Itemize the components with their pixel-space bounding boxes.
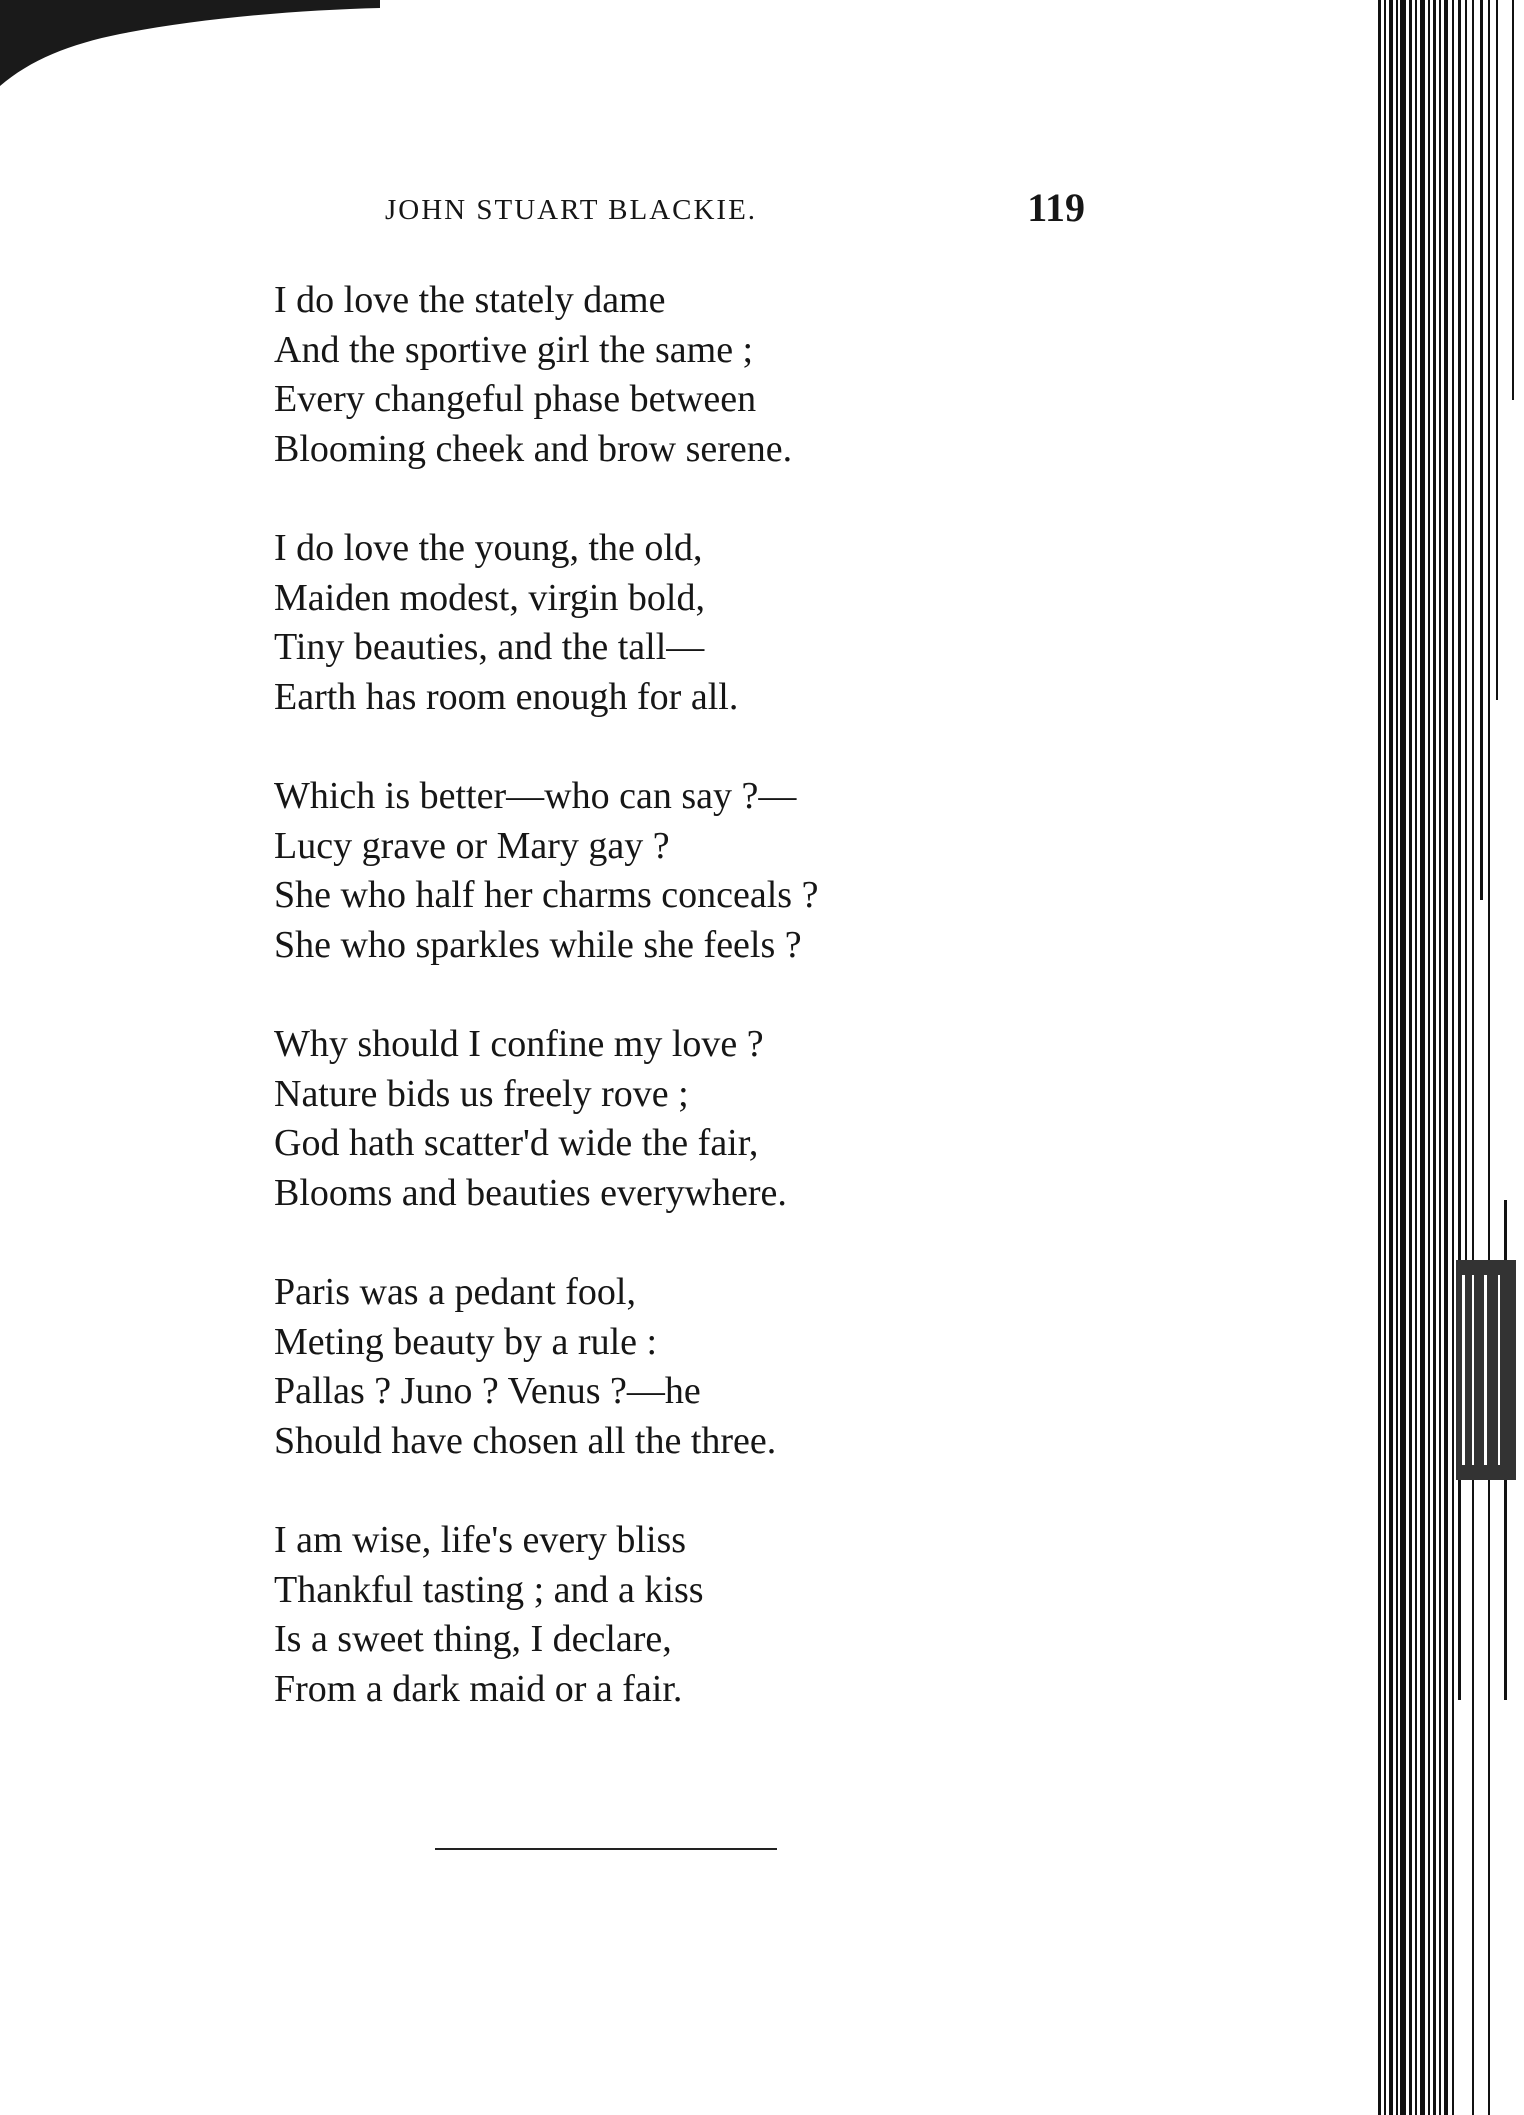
end-rule <box>435 1848 777 1850</box>
poem-line: She who half her charms conceals ? <box>274 874 819 916</box>
poem-line: Meting beauty by a rule : <box>274 1320 658 1363</box>
stanza <box>274 276 974 474</box>
page-number: 119 <box>1027 185 1085 230</box>
poem-line: Pallas ? Juno ? Venus ?—he <box>274 1370 701 1412</box>
poem-line: Nature bids us freely rove ; <box>274 1072 689 1115</box>
poem-line: Every changeful phase between <box>274 378 757 420</box>
poem-line: Should have chosen all the three. <box>274 1419 777 1462</box>
poem-line: I do love the stately dame <box>274 279 666 321</box>
poem-line: Blooming cheek and brow serene. <box>274 427 793 470</box>
stanza <box>274 1268 974 1466</box>
poem-line: I am wise, life's every bliss <box>274 1519 687 1561</box>
poem-line: Earth has room enough for all. <box>274 675 739 718</box>
poem <box>274 276 974 1764</box>
poem-line: Tiny beauties, and the tall— <box>274 626 705 668</box>
poem-line: Which is better—who can say ?— <box>274 775 797 817</box>
poem-line: God hath scatter'd wide the fair, <box>274 1122 759 1164</box>
poem-line: Maiden modest, virgin bold, <box>274 576 705 619</box>
stanza <box>274 1516 974 1714</box>
poem-line: Paris was a pedant fool, <box>274 1271 636 1313</box>
corner-ink-smudge <box>0 0 380 90</box>
stanza <box>274 772 974 970</box>
poem-line: From a dark maid or a fair. <box>274 1667 683 1710</box>
poem-line: Lucy grave or Mary gay ? <box>274 824 670 867</box>
poem-line: Is a sweet thing, I declare, <box>274 1618 672 1660</box>
page-header <box>385 185 1085 240</box>
poem-line: She who sparkles while she feels ? <box>274 923 802 966</box>
poem-line: Blooms and beauties everywhere. <box>274 1171 787 1214</box>
book-binding-edge <box>1372 0 1524 2115</box>
poem-line: And the sportive girl the same ; <box>274 328 754 371</box>
poem-line: Thankful tasting ; and a kiss <box>274 1568 704 1611</box>
poem-line: Why should I confine my love ? <box>274 1023 764 1065</box>
stanza <box>274 524 974 722</box>
stanza <box>274 1020 974 1218</box>
running-head: JOHN STUART BLACKIE. <box>385 194 758 226</box>
poem-line: I do love the young, the old, <box>274 527 703 569</box>
